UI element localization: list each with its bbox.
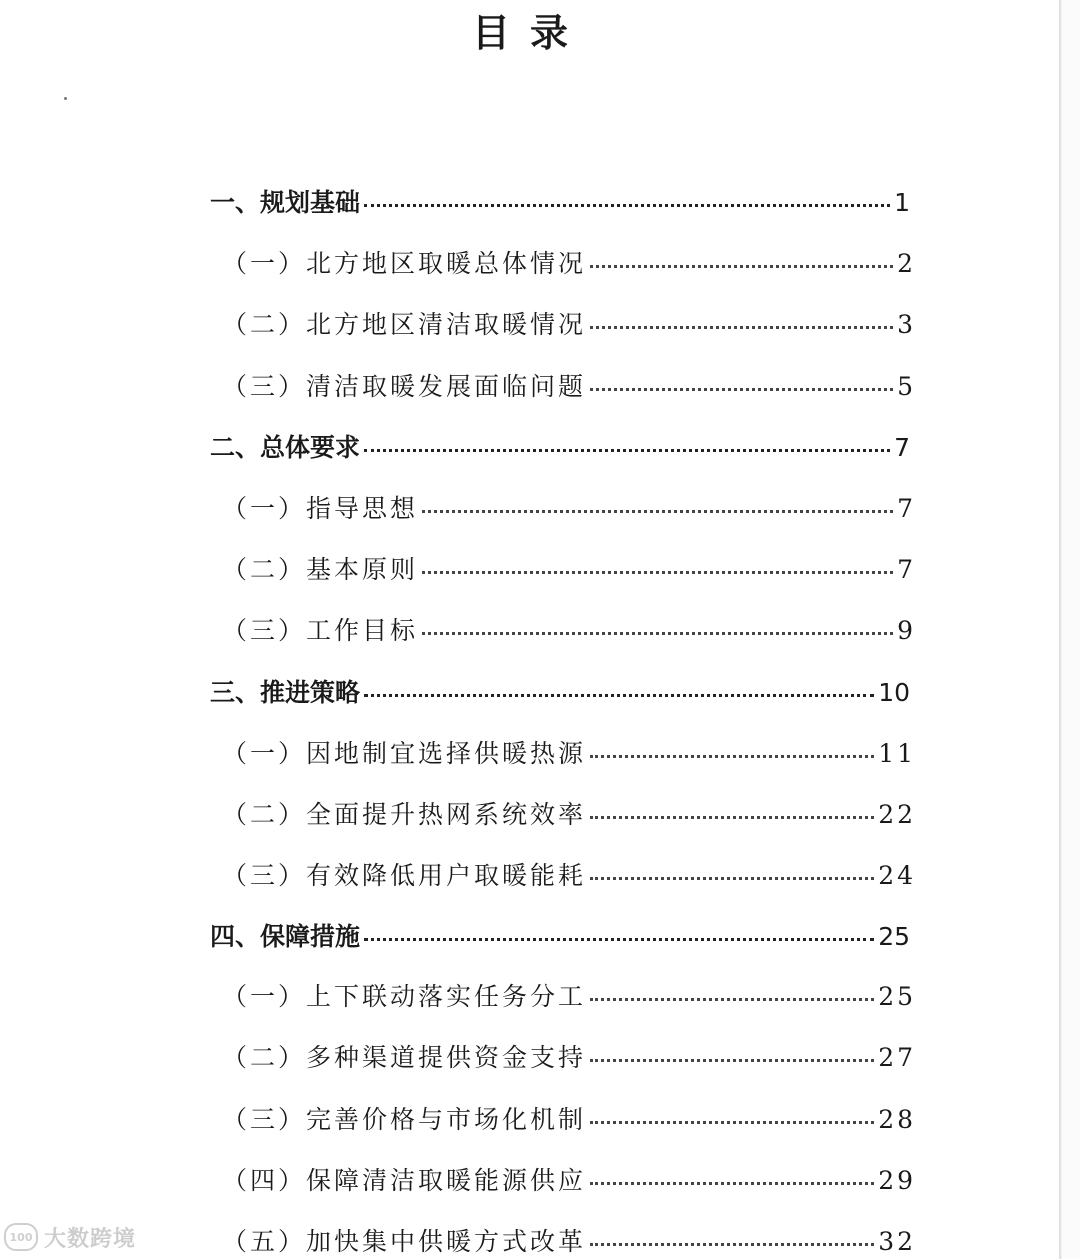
toc-section[interactable] <box>210 673 910 709</box>
toc-subsection[interactable] <box>222 367 916 403</box>
toc-subsection[interactable] <box>222 611 916 647</box>
toc-label: （四）保障清洁取暖能源供应 <box>222 1166 587 1195</box>
dot-leader <box>364 449 890 452</box>
toc-subsection[interactable] <box>222 244 916 280</box>
toc-page-number: 27 <box>878 1043 916 1072</box>
toc-subsection[interactable] <box>222 489 916 525</box>
toc-label: （三）完善价格与市场化机制 <box>222 1105 587 1134</box>
dot-leader <box>422 632 893 635</box>
toc-section[interactable] <box>210 917 910 953</box>
dot-leader <box>590 1182 874 1185</box>
toc-page-number: 25 <box>878 922 910 951</box>
watermark-logo-icon: 100 <box>4 1223 38 1251</box>
toc-subsection[interactable] <box>222 1161 916 1197</box>
toc-page-number: 5 <box>897 372 916 401</box>
toc-subsection[interactable] <box>222 1100 916 1136</box>
dot-leader <box>590 1121 874 1124</box>
toc-label: （一）上下联动落实任务分工 <box>222 982 587 1011</box>
dot-leader <box>590 1243 874 1246</box>
dot-leader <box>590 877 874 880</box>
toc-label: （二）北方地区清洁取暖情况 <box>222 310 587 339</box>
dot-leader <box>590 998 874 1001</box>
toc-page-number: 3 <box>897 310 916 339</box>
dot-leader <box>590 326 893 329</box>
toc-page-number: 9 <box>897 616 916 645</box>
toc-label: 二、总体要求 <box>210 433 361 462</box>
toc-label: 一、规划基础 <box>210 188 361 217</box>
toc-subsection[interactable] <box>222 977 916 1013</box>
toc-label: （三）有效降低用户取暖能耗 <box>222 861 587 890</box>
toc-page-number: 7 <box>897 494 916 523</box>
dot-leader <box>590 388 893 391</box>
toc-label: （五）加快集中供暖方式改革 <box>222 1227 587 1256</box>
toc-subsection[interactable] <box>222 856 916 892</box>
toc-page-number: 28 <box>878 1105 916 1134</box>
toc-page-number: 32 <box>878 1227 916 1256</box>
toc-label: （一）指导思想 <box>222 494 419 523</box>
toc-label: （三）工作目标 <box>222 616 419 645</box>
dot-leader <box>590 816 874 819</box>
watermark-text: 大数跨境 <box>44 1226 137 1252</box>
dot-leader <box>422 510 893 513</box>
toc-section[interactable] <box>210 428 910 464</box>
dot-leader <box>590 755 874 758</box>
toc-section[interactable] <box>210 183 910 219</box>
page-title: 目录 <box>471 11 588 55</box>
dot-leader <box>364 938 874 941</box>
toc-subsection[interactable] <box>222 734 916 770</box>
toc-label: （一）因地制宜选择供暖热源 <box>222 739 587 768</box>
toc-subsection[interactable] <box>222 1038 916 1074</box>
toc-label: （一）北方地区取暖总体情况 <box>222 249 587 278</box>
toc-label: （二）基本原则 <box>222 555 419 584</box>
toc-subsection[interactable] <box>222 550 916 586</box>
toc-label: （二）多种渠道提供资金支持 <box>222 1043 587 1072</box>
toc-label: （三）清洁取暖发展面临问题 <box>222 372 587 401</box>
toc-page-number: 29 <box>878 1166 916 1195</box>
dot-leader <box>590 1059 874 1062</box>
toc-page-number: 10 <box>878 678 910 707</box>
toc-page-number: 7 <box>897 555 916 584</box>
toc-page-number: 25 <box>878 982 916 1011</box>
toc-page-number: 24 <box>878 861 916 890</box>
toc-page-number: 1 <box>894 188 910 217</box>
toc-subsection[interactable] <box>222 795 916 831</box>
toc-label: （二）全面提升热网系统效率 <box>222 800 587 829</box>
dot-leader <box>364 694 874 697</box>
toc-page-number: 11 <box>878 739 916 768</box>
dot-leader <box>364 204 890 207</box>
toc-subsection[interactable] <box>222 1222 916 1258</box>
toc-page-number: 22 <box>878 800 916 829</box>
toc-label: 三、推进策略 <box>210 678 361 707</box>
dot-leader <box>590 265 893 268</box>
dot-leader <box>422 571 893 574</box>
toc-page-number: 2 <box>897 249 916 278</box>
watermark <box>4 1222 136 1252</box>
toc-label: 四、保障措施 <box>210 922 361 951</box>
toc-page-number: 7 <box>894 433 910 462</box>
toc-subsection[interactable] <box>222 305 916 341</box>
